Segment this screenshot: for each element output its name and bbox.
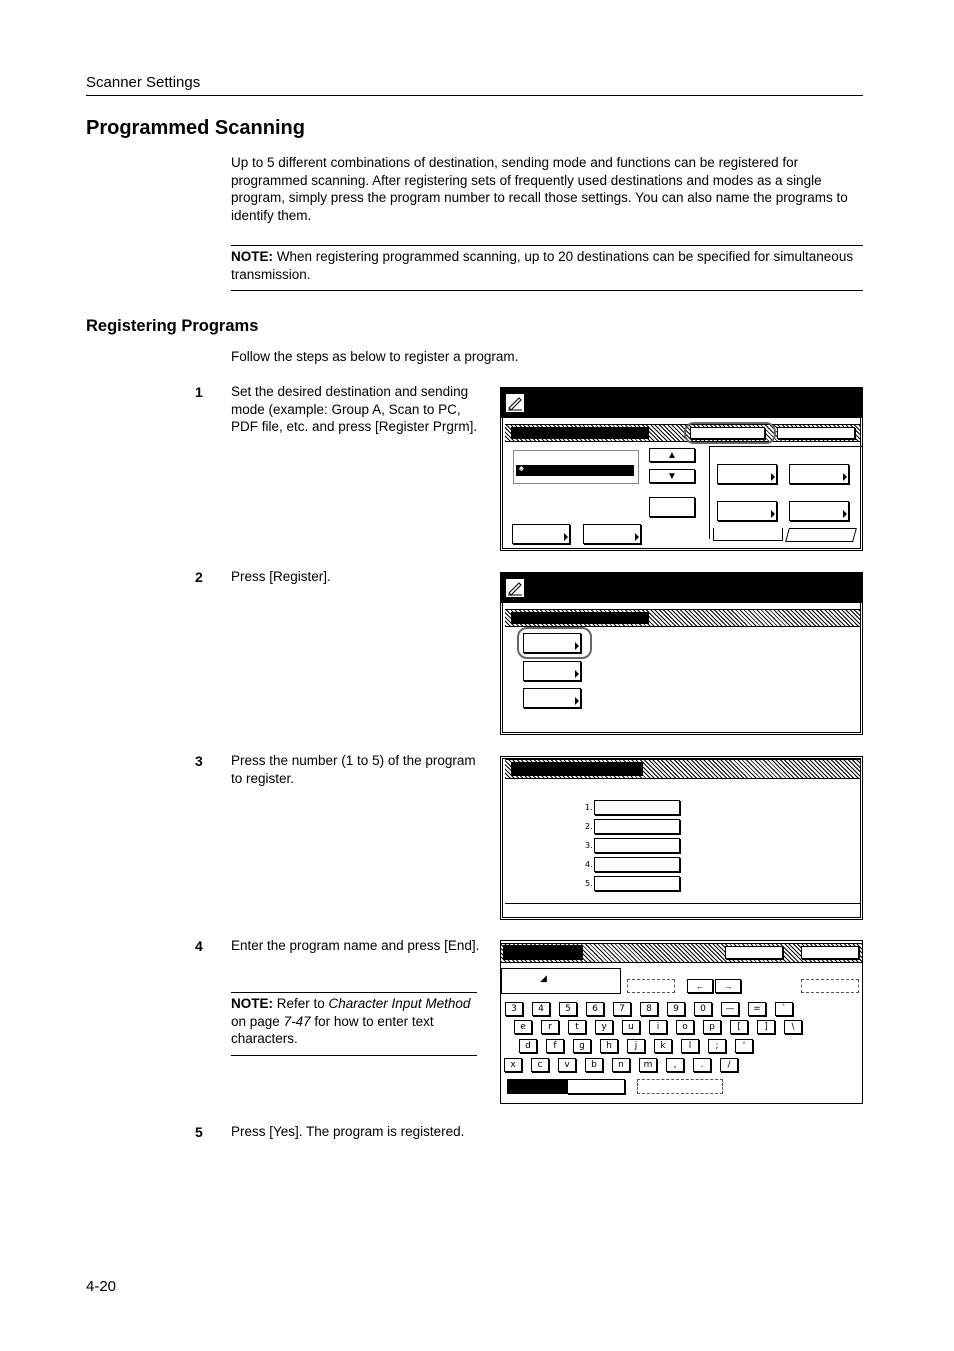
keyboard-key[interactable]: / <box>720 1058 738 1072</box>
bottom-tab[interactable] <box>785 528 857 542</box>
highlight-ring <box>517 627 592 659</box>
keyboard-key[interactable]: 6 <box>586 1002 604 1016</box>
note-text: for how to enter text characters. <box>231 1013 434 1047</box>
keyboard-key[interactable]: ' <box>735 1039 753 1053</box>
keyboard-key[interactable]: 9 <box>667 1002 685 1016</box>
group-icon: ♠ <box>519 463 524 473</box>
keyboard-key[interactable]: r <box>541 1020 559 1034</box>
case-tab-selected[interactable] <box>507 1079 567 1094</box>
header-label-bar <box>511 762 643 776</box>
note-box <box>231 245 863 291</box>
selected-destination-row[interactable] <box>516 465 634 476</box>
keyboard-key[interactable]: ; <box>708 1039 726 1053</box>
note-text: on page <box>231 1013 284 1029</box>
program-slot-button[interactable] <box>594 838 680 853</box>
bottom-tab[interactable] <box>713 528 783 541</box>
screen-titlebar <box>501 388 862 418</box>
program-slot-button[interactable] <box>594 876 680 891</box>
note-text: Refer to <box>273 996 329 1011</box>
keyboard-key[interactable]: , <box>666 1058 684 1072</box>
step-number: 4 <box>195 938 203 954</box>
header-label-bar <box>503 945 583 960</box>
keyboard-key[interactable]: j <box>627 1039 645 1053</box>
keyboard-key[interactable]: p <box>703 1020 721 1034</box>
highlight-ring <box>684 422 776 444</box>
keyboard-key[interactable]: e <box>514 1020 532 1034</box>
page-number: 4-20 <box>86 1278 117 1295</box>
keyboard-key[interactable]: o <box>676 1020 694 1034</box>
section-title: Registering Programs <box>86 317 259 335</box>
pen-icon <box>506 579 524 597</box>
follow-text: Follow the steps as below to register a program. <box>231 349 519 364</box>
keyboard-key[interactable]: y <box>595 1020 613 1034</box>
step-number: 3 <box>195 753 203 769</box>
note-label: NOTE: <box>231 249 273 264</box>
cursor-left-button[interactable]: ← <box>687 979 713 993</box>
step-number: 1 <box>195 384 203 400</box>
step-text: Press [Yes]. The program is registered. <box>231 1124 465 1139</box>
program-slot-button[interactable] <box>594 819 680 834</box>
destination-list <box>513 450 639 484</box>
cancel-button[interactable] <box>801 946 859 959</box>
note-text: When registering programmed scanning, up to 20 destinations can be specified for simultaneous transmission. <box>231 249 854 282</box>
program-number-label: 3. <box>585 841 593 850</box>
note-page: 7-47 <box>283 1013 311 1029</box>
screen-name-entry <box>500 940 863 1104</box>
keyboard-key[interactable]: n <box>612 1058 630 1072</box>
step-text: Press [Register]. <box>231 569 331 584</box>
running-header: Scanner Settings <box>86 74 201 91</box>
header-rule <box>86 95 863 96</box>
menu-button[interactable] <box>523 688 581 708</box>
function-button[interactable] <box>717 464 777 484</box>
keyboard-key[interactable]: 3 <box>505 1002 523 1016</box>
name-input-field[interactable] <box>501 968 621 994</box>
scroll-down-button[interactable]: ▼ <box>649 469 695 483</box>
step-text: Press the number (1 to 5) of the program to register. <box>231 753 476 786</box>
keyboard-key[interactable]: v <box>558 1058 576 1072</box>
detail-button[interactable] <box>649 497 695 517</box>
note-reference: Character Input Method <box>328 996 471 1011</box>
screen-program-number <box>500 756 863 920</box>
step-text: Enter the program name and press [End]. <box>231 938 480 953</box>
screen-program-menu <box>500 572 863 735</box>
function-area <box>709 446 863 539</box>
keyboard-key[interactable]: f <box>546 1039 564 1053</box>
keyboard-key[interactable]: b <box>585 1058 603 1072</box>
header-label-bar <box>511 612 649 624</box>
note-label: NOTE: <box>231 996 273 1011</box>
scroll-up-button[interactable]: ▲ <box>649 448 695 462</box>
keyboard-key[interactable]: x <box>504 1058 522 1072</box>
tab-button[interactable] <box>777 427 855 439</box>
program-number-label: 1. <box>585 803 593 812</box>
keyboard-key[interactable]: ` <box>775 1002 793 1016</box>
header-label-bar <box>511 427 649 439</box>
cursor-icon: ◢ <box>540 973 547 983</box>
function-button[interactable] <box>789 464 849 484</box>
program-number-label: 4. <box>585 860 593 869</box>
keyboard-key[interactable]: m <box>639 1058 657 1072</box>
end-button[interactable] <box>725 946 783 959</box>
keyboard-key[interactable]: . <box>693 1058 711 1072</box>
keyboard-key[interactable]: l <box>681 1039 699 1053</box>
program-slot-button[interactable] <box>594 857 680 872</box>
keyboard-key[interactable]: k <box>654 1039 672 1053</box>
keyboard-key[interactable]: h <box>600 1039 618 1053</box>
intro-paragraph: Up to 5 different combinations of destination, sending mode and functions can be registered for programmed scanning. After registering sets of frequently used destinations and modes as a single program, simply press the program number to recall those settings. You can also name the programs to identify them. <box>231 155 848 223</box>
keyboard-key[interactable]: ] <box>757 1020 775 1034</box>
step-text: Set the desired destination and sending mode (example: Group A, Scan to PC, PDF file, etc. and press [Register Prgrm]. <box>231 384 478 435</box>
keyboard-key[interactable]: 8 <box>640 1002 658 1016</box>
keyboard-key[interactable]: \ <box>784 1020 802 1034</box>
menu-button[interactable] <box>523 661 581 681</box>
keyboard-key[interactable]: — <box>721 1002 739 1016</box>
footer-rule <box>505 903 860 904</box>
keyboard-key[interactable]: 5 <box>559 1002 577 1016</box>
left-action-button[interactable] <box>512 524 570 544</box>
pen-icon <box>506 394 524 412</box>
step-number: 5 <box>195 1124 203 1140</box>
keyboard-key[interactable]: u <box>622 1020 640 1034</box>
function-button[interactable] <box>717 501 777 521</box>
keyboard-key[interactable]: 4 <box>532 1002 550 1016</box>
screen-register-program <box>500 387 863 551</box>
program-number-label: 5. <box>585 879 593 888</box>
keyboard-key[interactable]: c <box>531 1058 549 1072</box>
keyboard-key[interactable]: 7 <box>613 1002 631 1016</box>
case-tab[interactable] <box>567 1079 625 1094</box>
keyboard-key[interactable]: t <box>568 1020 586 1034</box>
program-number-label: 2. <box>585 822 593 831</box>
program-slot-button[interactable] <box>594 800 680 815</box>
space-button[interactable] <box>637 1079 723 1094</box>
right-action-button[interactable] <box>583 524 641 544</box>
keyboard-key[interactable]: = <box>748 1002 766 1016</box>
step-number: 2 <box>195 569 203 585</box>
keyboard-key[interactable]: g <box>573 1039 591 1053</box>
note-box <box>231 992 477 1056</box>
keyboard-key[interactable]: 0 <box>694 1002 712 1016</box>
keyboard-key[interactable]: d <box>519 1039 537 1053</box>
mode-button[interactable] <box>627 979 675 993</box>
delete-button[interactable] <box>801 979 859 993</box>
function-button[interactable] <box>789 501 849 521</box>
screen-titlebar <box>501 573 862 603</box>
cursor-right-button[interactable]: → <box>715 979 741 993</box>
page-title: Programmed Scanning <box>86 117 305 139</box>
keyboard-key[interactable]: i <box>649 1020 667 1034</box>
keyboard-key[interactable]: [ <box>730 1020 748 1034</box>
